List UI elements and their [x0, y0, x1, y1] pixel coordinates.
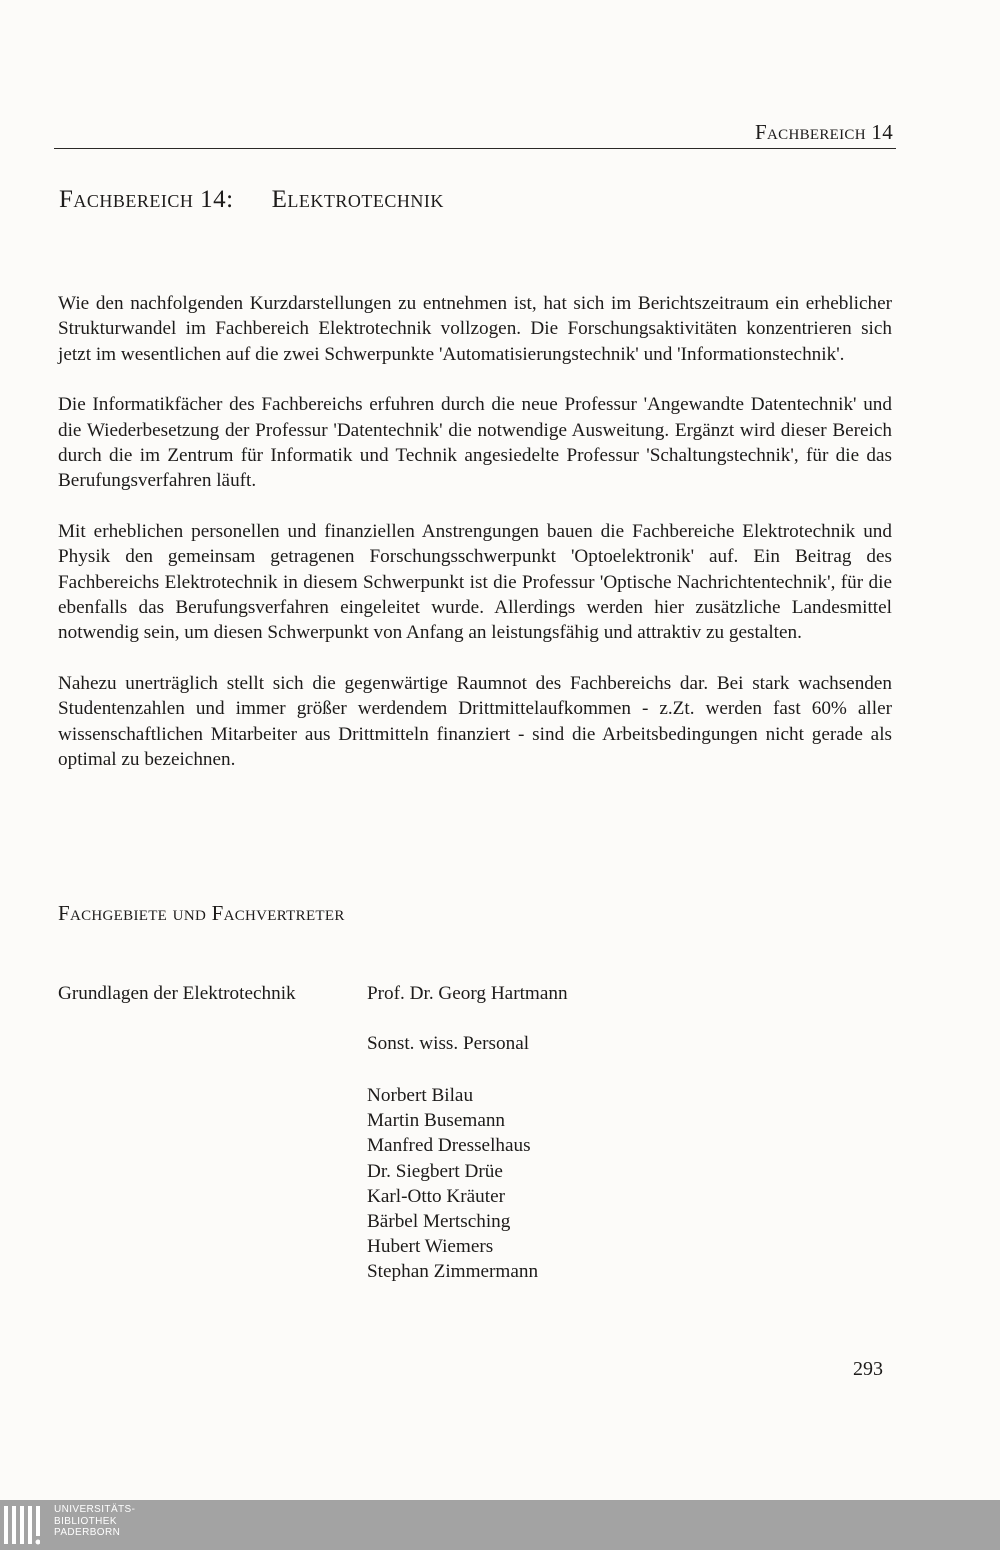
paragraph: Nahezu unerträglich stellt sich die gegenwärtige Raumnot des Fachbereichs dar. Bei stark wachsenden Studentenzahlen und immer größer werdendem Drittmittelaufkommen - z.Zt. werden fast 60% aller wissenschaftlichen Mitarbeiter aus Drittmitteln finanziert - sind die Arbeitsbedingungen nicht gerade als optimal zu bezeichnen.: [58, 672, 892, 771]
library-name: [54, 1504, 135, 1539]
chapter-number: Fachbereich 14:: [59, 186, 234, 213]
list-item: Manfred Dresselhaus: [367, 1135, 531, 1157]
list-item: Karl-Otto Kräuter: [367, 1185, 505, 1207]
staff-list: [367, 1083, 538, 1285]
library-logo-icon: [4, 1504, 40, 1546]
library-name-line: UNIVERSITÄTS-: [54, 1504, 136, 1515]
list-item: Bärbel Mertsching: [367, 1211, 511, 1233]
library-name-line: PADERBORN: [54, 1527, 121, 1538]
library-footer-bar: [0, 1500, 1000, 1550]
section-heading: Fachgebiete und Fachvertreter: [58, 901, 345, 925]
paragraph: Mit erheblichen personellen und finanziellen Anstrengungen bauen die Fachbereiche Elektrotechnik und Physik den gemeinsam getragenen Forschungsschwerpunkt 'Optoelektronik' auf. Ein Beitrag des Fachbereichs Elektrotechnik in diesem Schwerpunkt ist die Professur 'Optische Nachrichtentechnik', für die ebenfalls das Berufungsverfahren eingeleitet wurde. Allerdings werden hier zusätzliche Landesmittel notwendig sein, um diesen Schwerpunkt von Anfang an leistungsfähig und attraktiv zu gestalten.: [58, 520, 892, 644]
header-rule: [54, 148, 896, 149]
list-item: Dr. Siegbert Drüe: [367, 1160, 503, 1182]
chapter-name: Elektrotechnik: [271, 186, 444, 213]
page-number: 293: [853, 1358, 883, 1380]
list-item: Hubert Wiemers: [367, 1236, 494, 1258]
body-text: [58, 291, 892, 798]
list-item: Martin Busemann: [367, 1110, 506, 1132]
staff-heading: Sonst. wiss. Personal: [367, 1033, 530, 1054]
list-item: Norbert Bilau: [367, 1085, 474, 1106]
library-name-line: BIBLIOTHEK: [54, 1515, 117, 1527]
professor-name: Prof. Dr. Georg Hartmann: [367, 983, 568, 1004]
paragraph: Die Informatikfächer des Fachbereichs erfuhren durch die neue Professur 'Angewandte Datentechnik' und die Wiederbesetzung der Professur 'Datentechnik' die notwendige Ausweitung. Ergänzt wird dieser Bereich durch die im Zentrum für Informatik und Technik angesiedelte Professur 'Schaltungstechnik', für die das Berufungsverfahren läuft.: [58, 394, 892, 492]
running-header: Fachbereich 14: [755, 120, 893, 144]
paragraph: Wie den nachfolgenden Kurzdarstellungen zu entnehmen ist, hat sich im Berichtszeitraum ein erheblicher Strukturwandel im Fachbereich Elektrotechnik vollzogen. Die Forschungsaktivitäten konzentrieren sich jetzt im wesentlichen auf die zwei Schwerpunkte 'Automatisierungstechnik' und 'Informationstechnik'.: [58, 293, 892, 365]
field-name: Grundlagen der Elektrotechnik: [58, 983, 296, 1004]
chapter-title: [59, 186, 444, 214]
list-item: Stephan Zimmermann: [367, 1261, 539, 1283]
